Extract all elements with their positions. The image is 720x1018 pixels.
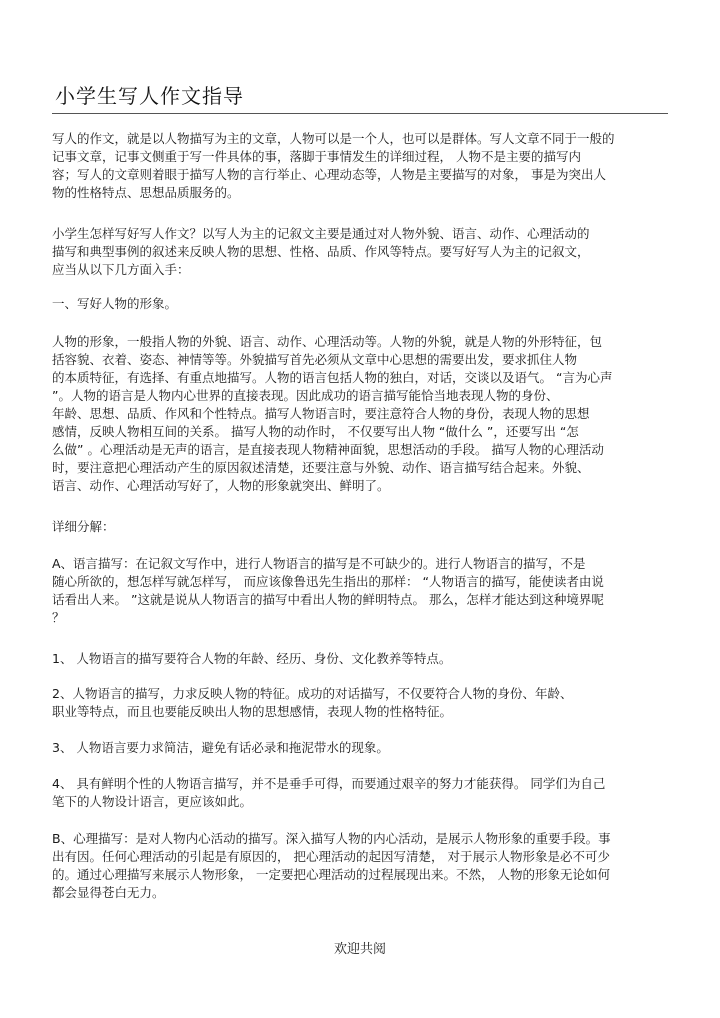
text-line: 应当从以下几方面入手： [52,262,190,277]
text-line: 4、 具有鲜明个性的人物语言描写，并不是垂手可得，而要通过艰辛的努力才能获得。 同学们为自己 [52,776,606,791]
text-line: 的本质特征，有选择、有重点地描写。人物的语言包括人物的独白，对话，交谈以及语气。 “言为心声 [52,370,613,385]
text-line: 职业等特点，而且也要能反映出人物的思想感情，表现人物的性格特征。 [52,704,453,719]
text-line: 1、 人物语言的描写要符合人物的年龄、经历、身份、文化教养等特点。 [52,651,452,666]
list-item-2 [52,685,672,721]
text-line: 括容貌、衣着、姿态、神情等等。外貌描写首先必须从文章中心思想的需要出发，要求抓住人物 [52,352,578,367]
list-item-3 [52,739,672,757]
list-item-4 [52,775,672,811]
text-line: ？ [52,610,65,625]
title-divider [52,113,668,114]
page-footer: 欢迎共阅 [333,942,386,957]
text-line: 详细分解： [52,519,115,534]
text-line: 年龄、思想、品质、作风和个性特点。描写人物语言时，要注意符合人物的身份，表现人物的思想 [52,406,590,421]
text-line: 小学生怎样写好写人作文？以写人为主的记叙文主要是通过对人物外貌、语言、动作、心理活动的 [52,226,590,241]
text-line: 感情，反映人物相互间的关系。 描写人物的动作时， 不仅要写出人物 “做什么 ”，还要写出 “怎 [52,424,579,439]
list-item-1 [52,650,672,668]
text-line: 笔下的人物设计语言，更应该如此。 [52,794,253,809]
text-line: 随心所欲的，想怎样写就怎样写， 而应该像鲁迅先生指出的那样： “人物语言的描写，能使读者由说 [52,574,604,589]
text-line: 都会显得苍白无力。 [52,885,165,900]
text-line: 么做” 。心理活动是无声的语言，是直接表现人物精神面貌，思想活动的手段。 描写人物的心理活动 [52,442,604,457]
page-title: 小学生写人作文指导 [55,84,244,108]
text-line: 人物的形象，一般指人物的外貌、语言、动作、心理活动等。人物的外貌，就是人物的外形特征，包 [52,334,603,349]
text-line: A、语言描写：在记叙文写作中，进行人物语言的描写是不可缺少的。进行人物语言的描写，不是 [52,556,586,571]
section-heading-one [52,295,672,313]
text-line: 物的性格特点、思想品质服务的。 [52,185,240,200]
paragraph-intro [52,130,672,202]
text-line: 容；写人的文章则着眼于描写人物的言行举止、心理动态等，人物是主要描写的对象， 事是为突出人 [52,167,606,182]
text-line: 语言、动作、心理活动写好了，人物的形象就突出、鲜明了。 [52,478,390,493]
text-line: 话看出人来。 ”这就是说从人物语言的描写中看出人物的鲜明特点。 那么，怎样才能达到这种境界呢 [52,592,604,607]
text-line: 时，要注意把心理活动产生的原因叙述清楚，还要注意与外貌、动作、语言描写结合起来。外貌、 [52,460,590,475]
text-line: 描写和典型事例的叙述来反映人物的思想、性格、品质、作风等特点。要写好写人为主的记叙文， [52,244,590,259]
text-line: 一、写好人物的形象。 [52,296,178,311]
text-line: 记事文章，记事文侧重于写一件具体的事，落脚于事情发生的详细过程， 人物不是主要的描写内 [52,149,581,164]
text-line: 的。通过心理描写来展示人物形象， 一定要把心理活动的过程展现出来。不然， 人物的形象无论如何 [52,867,610,882]
text-line: 3、 人物语言要力求简洁，避免有话必录和拖泥带水的现象。 [52,740,389,755]
text-line: 出有因。任何心理活动的引起是有原因的， 把心理活动的起因写清楚， 对于展示人物形象是必不可少 [52,849,610,864]
paragraph-psychology-description [52,830,672,902]
text-line: ”。人物的语言是人物内心世界的直接表现。因此成功的语言描写能恰当地表现人物的身份、 [52,388,559,403]
detail-heading [52,518,672,536]
text-line: B、心理描写：是对人物内心活动的描写。深入描写人物的内心活动，是展示人物形象的重要手段。事 [52,831,611,846]
text-line: 2、人物语言的描写，力求反映人物的特征。成功的对话描写，不仅要符合人物的身份、年龄、 [52,686,573,701]
paragraph-language-description [52,555,672,627]
paragraph-image [52,333,672,495]
paragraph-how [52,225,672,279]
text-line: 写人的作文，就是以人物描写为主的文章，人物可以是一个人，也可以是群体。写人文章不同于一般的 [52,131,615,146]
